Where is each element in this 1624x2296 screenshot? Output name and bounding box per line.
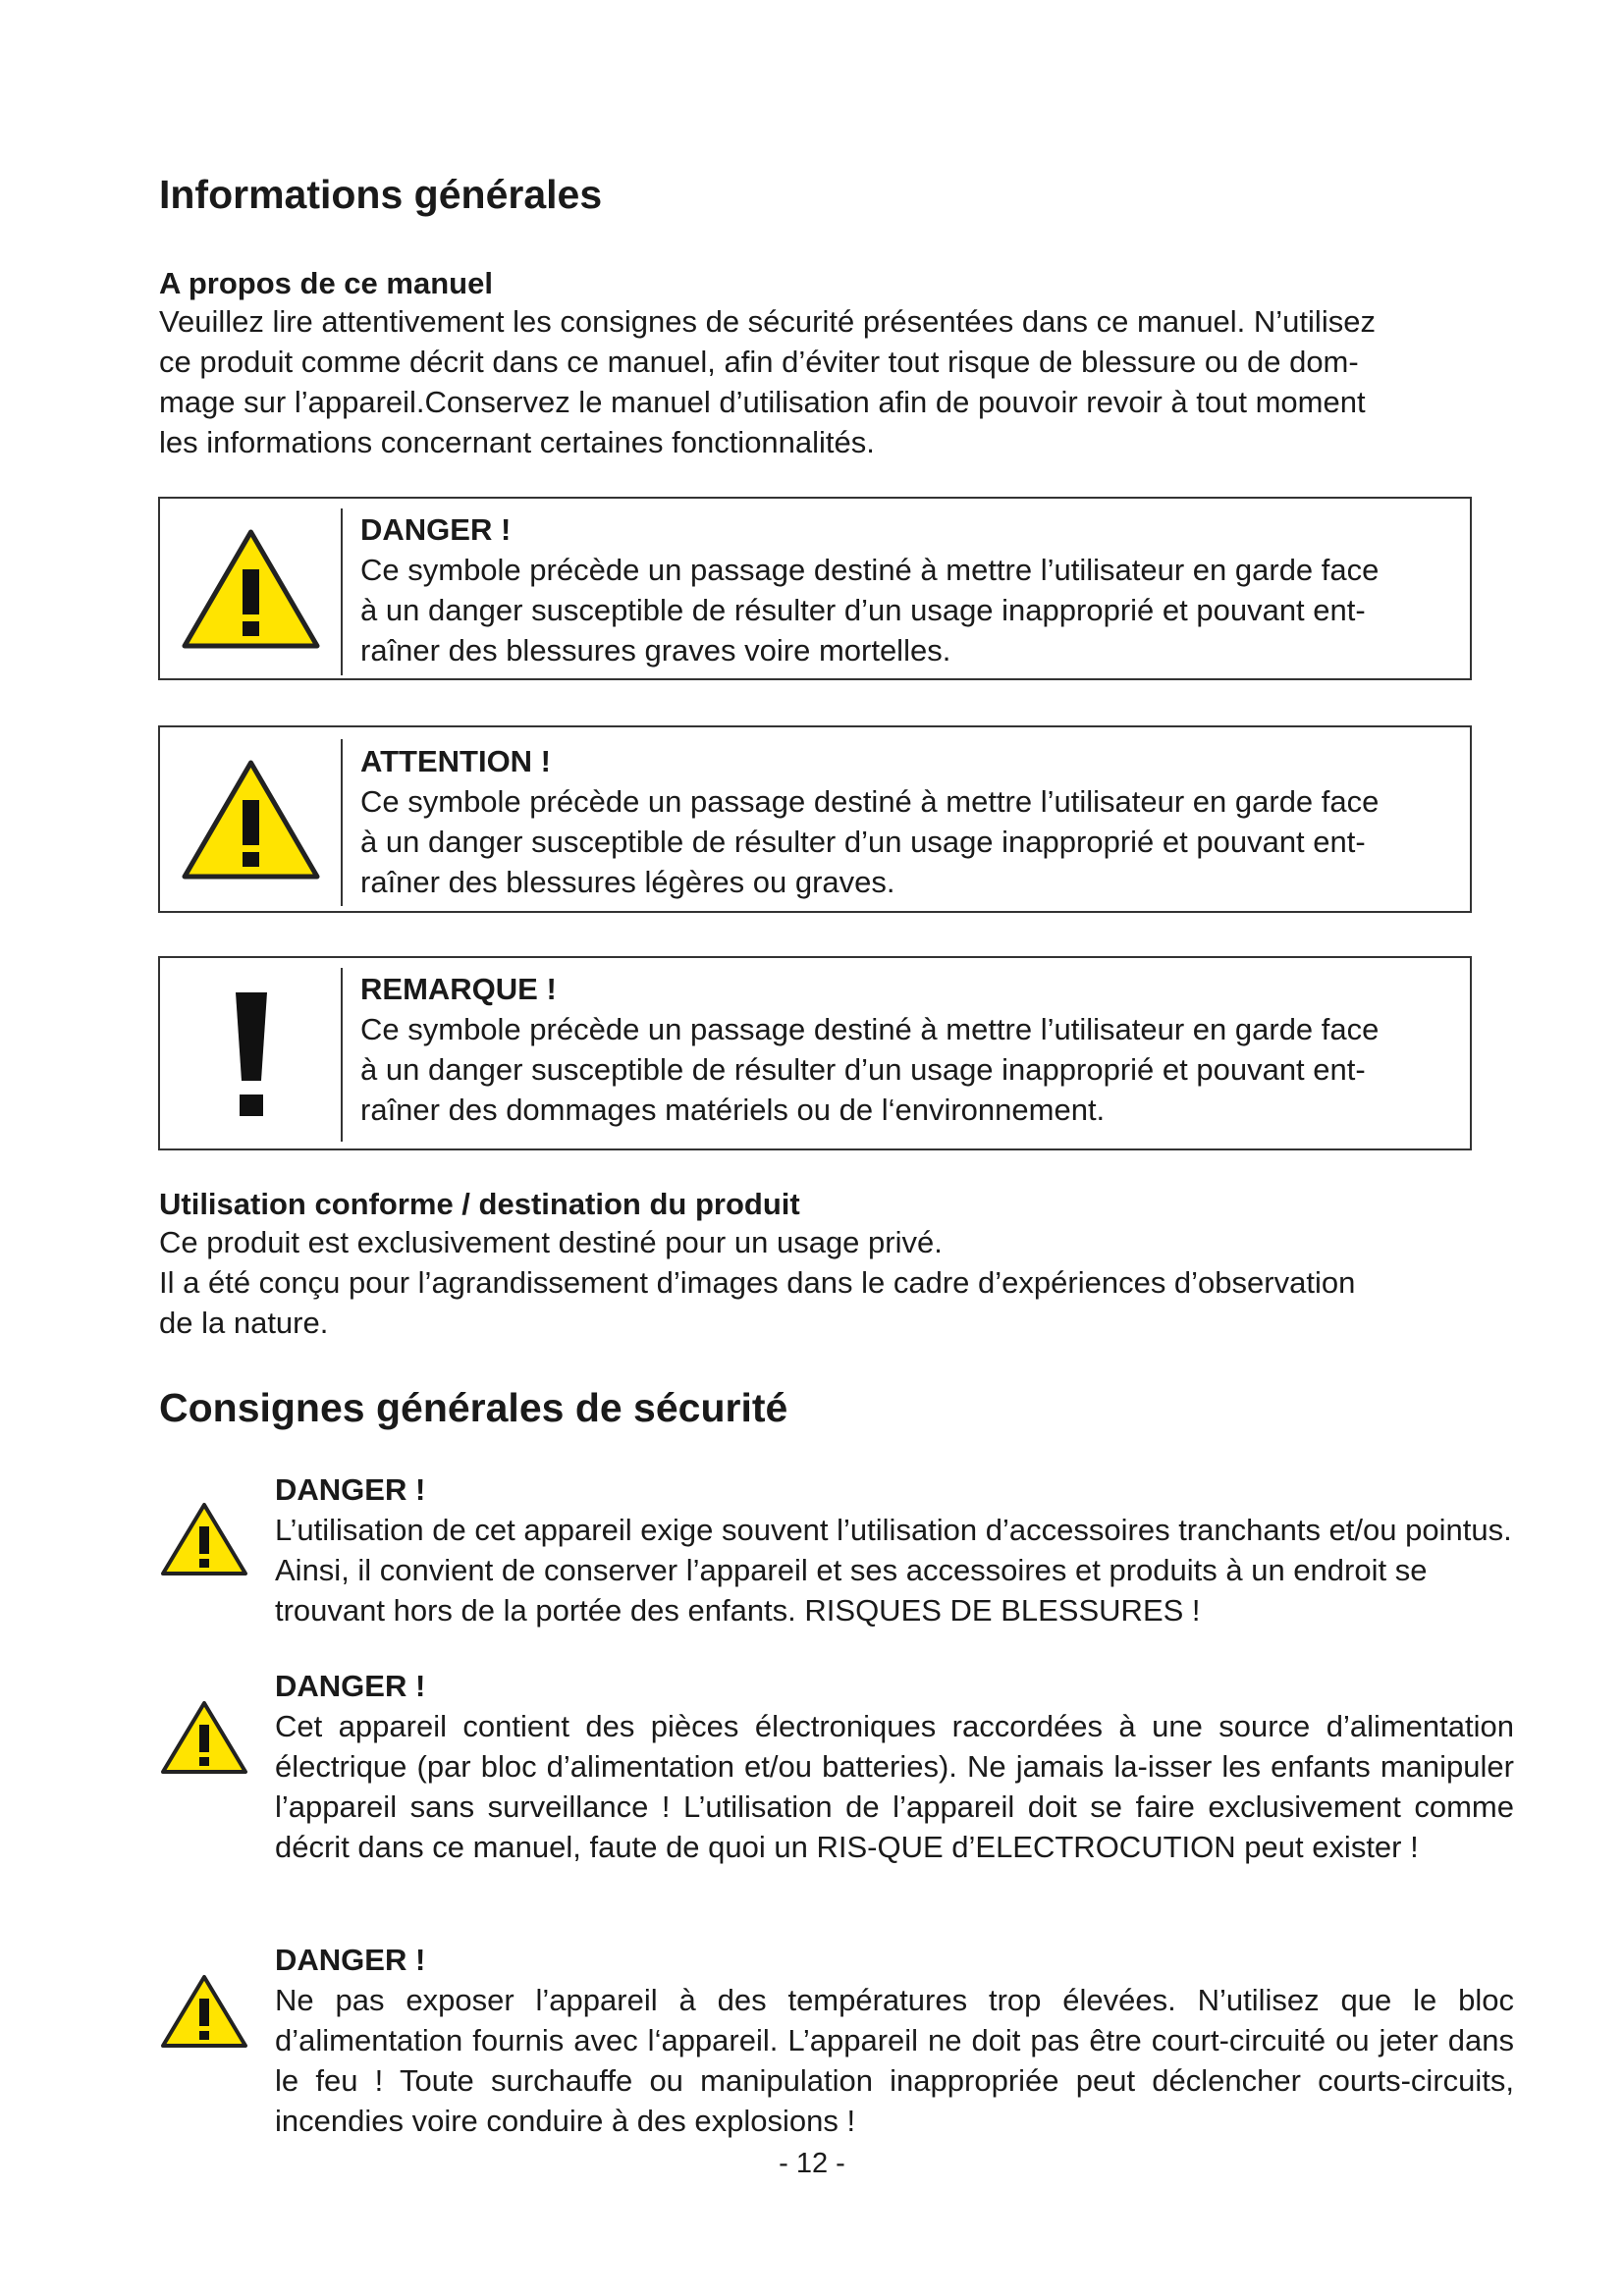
- safety-item-title: DANGER !: [275, 1943, 426, 1977]
- remarque-box-line: raîner des dommages matériels ou de l‘environnement.: [360, 1093, 1106, 1127]
- safety-item-text: Ne pas exposer l’appareil à des températures trop élevées. N’utilisez que le bloc d’alimentation fournis avec l‘appareil. L’appareil ne doit pas être court-circuité ou jeter dans le feu ! Toute surchauffe ou manipulation inappropriée peut déclencher courts-circuits, incendies voire conduire à des explosions !: [275, 1983, 1514, 2138]
- danger-symbol-box: [158, 497, 1472, 680]
- danger-box-line: raîner des blessures graves voire mortelles.: [360, 633, 951, 667]
- attention-box-line: Ce symbole précède un passage destiné à mettre l’utilisateur en garde face: [360, 784, 1380, 819]
- danger-box-title: DANGER !: [360, 512, 512, 547]
- attention-box-line: raîner des blessures légères ou graves.: [360, 865, 895, 899]
- exclamation-icon: [160, 958, 342, 1148]
- danger-box-line: à un danger susceptible de résulter d’un usage inapproprié et pouvant ent-: [360, 593, 1366, 627]
- box-divider: [341, 739, 343, 906]
- usage-title: Utilisation conforme / destination du produit: [159, 1187, 800, 1221]
- box-divider: [341, 968, 343, 1142]
- remarque-box-title: REMARQUE !: [360, 972, 557, 1006]
- danger-box-line: Ce symbole précède un passage destiné à mettre l’utilisateur en garde face: [360, 553, 1380, 587]
- remarque-box-line: à un danger susceptible de résulter d’un usage inapproprié et pouvant ent-: [360, 1052, 1366, 1087]
- about-line: ce produit comme décrit dans ce manuel, afin d’éviter tout risque de blessure ou de dom-: [159, 345, 1359, 379]
- warning-triangle-icon: [160, 727, 342, 911]
- safety-item-title: DANGER !: [275, 1472, 426, 1507]
- usage-line: Il a été conçu pour l’agrandissement d’images dans le cadre d’expériences d’observation: [159, 1265, 1356, 1300]
- box-divider: [341, 508, 343, 675]
- warning-triangle-icon: [160, 499, 342, 678]
- page-number: - 12 -: [779, 2148, 845, 2179]
- usage-paragraph: [159, 1222, 1494, 1343]
- safety-heading: Consignes générales de sécurité: [159, 1385, 788, 1430]
- attention-box-line: à un danger susceptible de résulter d’un usage inapproprié et pouvant ent-: [360, 825, 1366, 859]
- usage-line: Ce produit est exclusivement destiné pour un usage privé.: [159, 1225, 943, 1259]
- about-line: Veuillez lire attentivement les consignes de sécurité présentées dans ce manuel. N’utilisez: [159, 304, 1376, 339]
- about-line: mage sur l’appareil.Conservez le manuel d’utilisation afin de pouvoir revoir à tout moment: [159, 385, 1366, 419]
- remarque-box-line: Ce symbole précède un passage destiné à mettre l’utilisateur en garde face: [360, 1012, 1380, 1046]
- warning-triangle-icon: [159, 1973, 247, 2055]
- warning-triangle-icon: [159, 1699, 247, 1781]
- page-title: Informations générales: [159, 172, 603, 217]
- attention-symbol-box: [158, 725, 1472, 913]
- safety-item-text: Cet appareil contient des pièces électroniques raccordées à une source d’alimentation électrique (par bloc d’alimentation et/ou batteries). Ne jamais la-isser les enfants manipuler l’appareil sans surveillance ! L’utilisation de l’appareil doit se faire exclusivement comme décrit dans ce manuel, faute de quoi un RIS-QUE d’ELECTROCUTION peut exister !: [275, 1709, 1514, 1864]
- usage-line: de la nature.: [159, 1306, 329, 1340]
- attention-box-title: ATTENTION !: [360, 744, 552, 778]
- remarque-symbol-box: [158, 956, 1472, 1150]
- about-line: les informations concernant certaines fonctionnalités.: [159, 425, 875, 459]
- about-title: A propos de ce manuel: [159, 266, 493, 300]
- safety-item-text: L’utilisation de cet appareil exige souvent l’utilisation d’accessoires tranchants et/ou pointus. Ainsi, il convient de conserver l’appareil et ses accessoires et produits à un endroit se trouvant hors de la portée des enfants. RISQUES DE BLESSURES !: [275, 1513, 1512, 1628]
- safety-item-title: DANGER !: [275, 1669, 426, 1703]
- about-paragraph: [159, 301, 1494, 462]
- warning-triangle-icon: [159, 1501, 247, 1582]
